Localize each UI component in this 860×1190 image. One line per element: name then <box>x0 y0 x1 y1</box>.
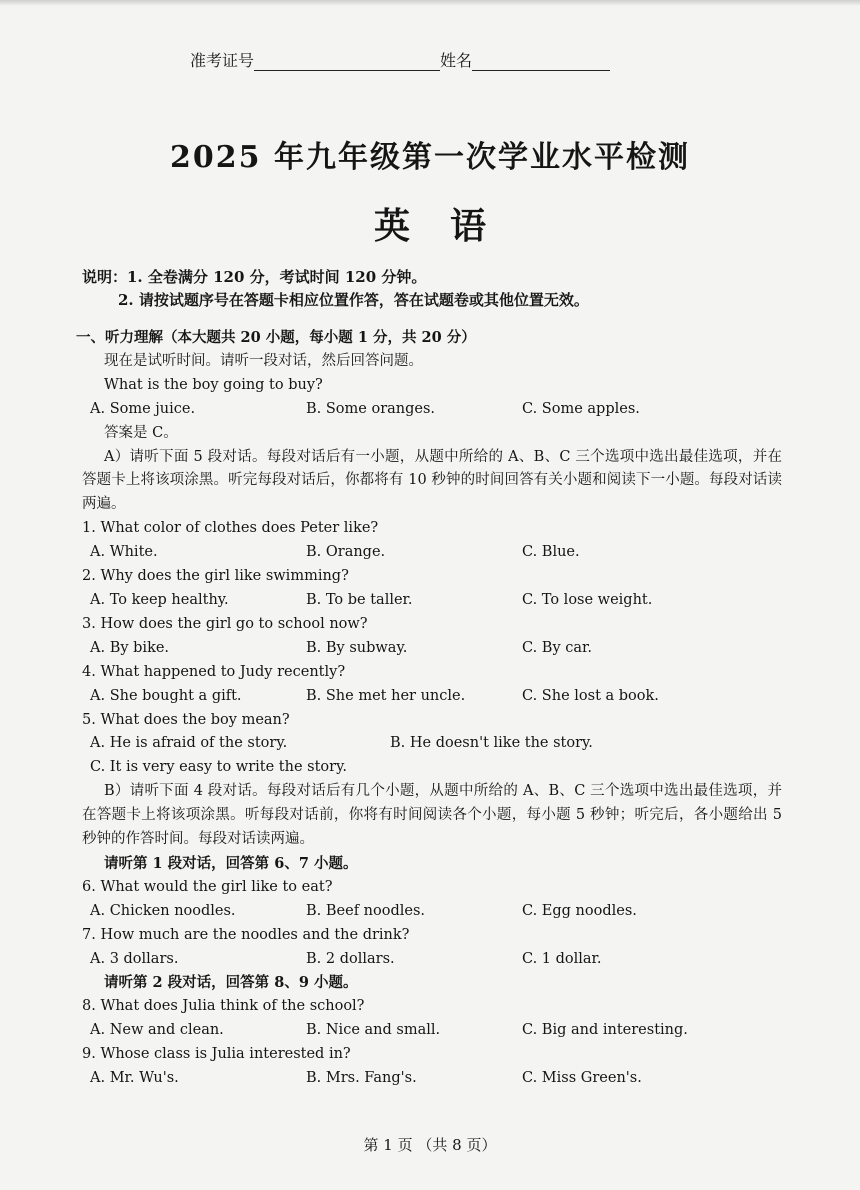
question-4: 4. What happened to Judy recently? <box>82 663 346 680</box>
option: C. Blue. <box>522 544 580 561</box>
part-b-instructions: B）请听下面 4 段对话。每段对话后有几个小题，从题中所给的 A、B、C 三个选项中选出最佳选项，并在答题卡上将该项涂黑。听每段对话前，你将有时间阅读各个小题，每小题 5 秒钟；听完后，各小题给出 5 秒钟的作答时间。每段对话读两遍。 <box>82 783 782 848</box>
question-9: 9. Whose class is Julia interested in? <box>82 1046 351 1063</box>
question-7: 7. How much are the noodles and the drink? <box>82 926 410 943</box>
instructions <box>82 266 589 312</box>
option: A. He is afraid of the story. <box>90 735 288 752</box>
option: A. 3 dollars. <box>90 950 179 967</box>
dialog-2-heading: 请听第 2 段对话，回答第 8、9 小题。 <box>104 974 358 992</box>
question-3: 3. How does the girl go to school now? <box>82 615 368 632</box>
part-a-instructions: A）请听下面 5 段对话。每段对话后有一小题，从题中所给的 A、B、C 三个选项中选出最佳选项，并在答题卡上将该项涂黑。听完每段对话后，你都将有 10 秒钟的时间回答有关小题和阅读下一小题。每段对话读两遍。 <box>82 448 782 513</box>
option: B. To be taller. <box>306 591 413 608</box>
option: C. To lose weight. <box>522 591 653 608</box>
question-1-options <box>82 541 782 565</box>
option: A. Chicken noodles. <box>90 902 236 919</box>
option: C. It is very easy to write the story. <box>90 759 347 776</box>
option: A. White. <box>90 544 158 561</box>
question-6-options <box>82 900 782 924</box>
question-7-options <box>82 948 782 972</box>
example-answer: 答案是 C。 <box>104 424 178 441</box>
question-8-options <box>82 1019 782 1043</box>
question-2-options <box>82 589 782 613</box>
option: B. Beef noodles. <box>306 902 426 919</box>
question-2: 2. Why does the girl like swimming? <box>82 568 349 585</box>
question-3-options <box>82 637 782 661</box>
id-blank <box>254 52 440 71</box>
option: B. He doesn't like the story. <box>390 735 593 752</box>
option: C. Egg noodles. <box>522 902 637 919</box>
option: A. Mr. Wu's. <box>90 1070 179 1087</box>
option: B. Mrs. Fang's. <box>306 1070 417 1087</box>
option: C. Big and interesting. <box>522 1022 688 1039</box>
option: B. 2 dollars. <box>306 950 395 967</box>
question-5: 5. What does the boy mean? <box>82 711 290 728</box>
option: C. Some apples. <box>522 400 640 417</box>
option: A. New and clean. <box>90 1022 224 1039</box>
option: A. To keep healthy. <box>90 591 229 608</box>
example-options <box>82 398 782 422</box>
name-blank <box>472 52 610 71</box>
option: A. She bought a gift. <box>90 687 242 704</box>
option: A. By bike. <box>90 639 170 656</box>
question-5-options <box>82 732 782 756</box>
exam-title: 2025 年九年级第一次学业水平检测 <box>170 140 690 175</box>
dialog-1-heading: 请听第 1 段对话，回答第 6、7 小题。 <box>104 854 358 872</box>
option: C. She lost a book. <box>522 687 659 704</box>
section-heading: 一、听力理解（本大题共 20 小题，每小题 1 分，共 20 分） <box>76 329 476 346</box>
option: C. By car. <box>522 639 592 656</box>
id-label: 准考证号 <box>190 51 255 70</box>
example-intro: 现在是试听时间。请听一段对话，然后回答问题。 <box>104 352 423 369</box>
name-label: 姓名 <box>440 51 473 70</box>
question-8: 8. What does Julia think of the school? <box>82 998 365 1015</box>
scan-edge <box>0 0 860 6</box>
question-9-options <box>82 1067 782 1091</box>
option: C. 1 dollar. <box>522 950 602 967</box>
note-2: 2. 请按试题序号在答题卡相应位置作答，答在试题卷或其他位置无效。 <box>118 291 589 309</box>
option: B. She met her uncle. <box>306 687 466 704</box>
section-listening <box>76 326 782 1091</box>
question-1: 1. What color of clothes does Peter like? <box>82 520 379 537</box>
option: C. Miss Green's. <box>522 1070 642 1087</box>
subject-title: 英语 <box>373 205 526 247</box>
question-6: 6. What would the girl like to eat? <box>82 878 333 895</box>
question-5-options-extra <box>82 756 782 780</box>
option: B. Some oranges. <box>306 400 436 417</box>
option: B. Nice and small. <box>306 1022 441 1039</box>
option: A. Some juice. <box>90 400 196 417</box>
example-question: What is the boy going to buy? <box>104 376 323 393</box>
option: B. Orange. <box>306 544 386 561</box>
candidate-info <box>190 48 610 71</box>
note-1: 说明：1. 全卷满分 120 分，考试时间 120 分钟。 <box>82 268 427 286</box>
question-4-options <box>82 685 782 709</box>
page-number: 第 1 页 （共 8 页） <box>363 1136 497 1154</box>
option: B. By subway. <box>306 639 408 656</box>
